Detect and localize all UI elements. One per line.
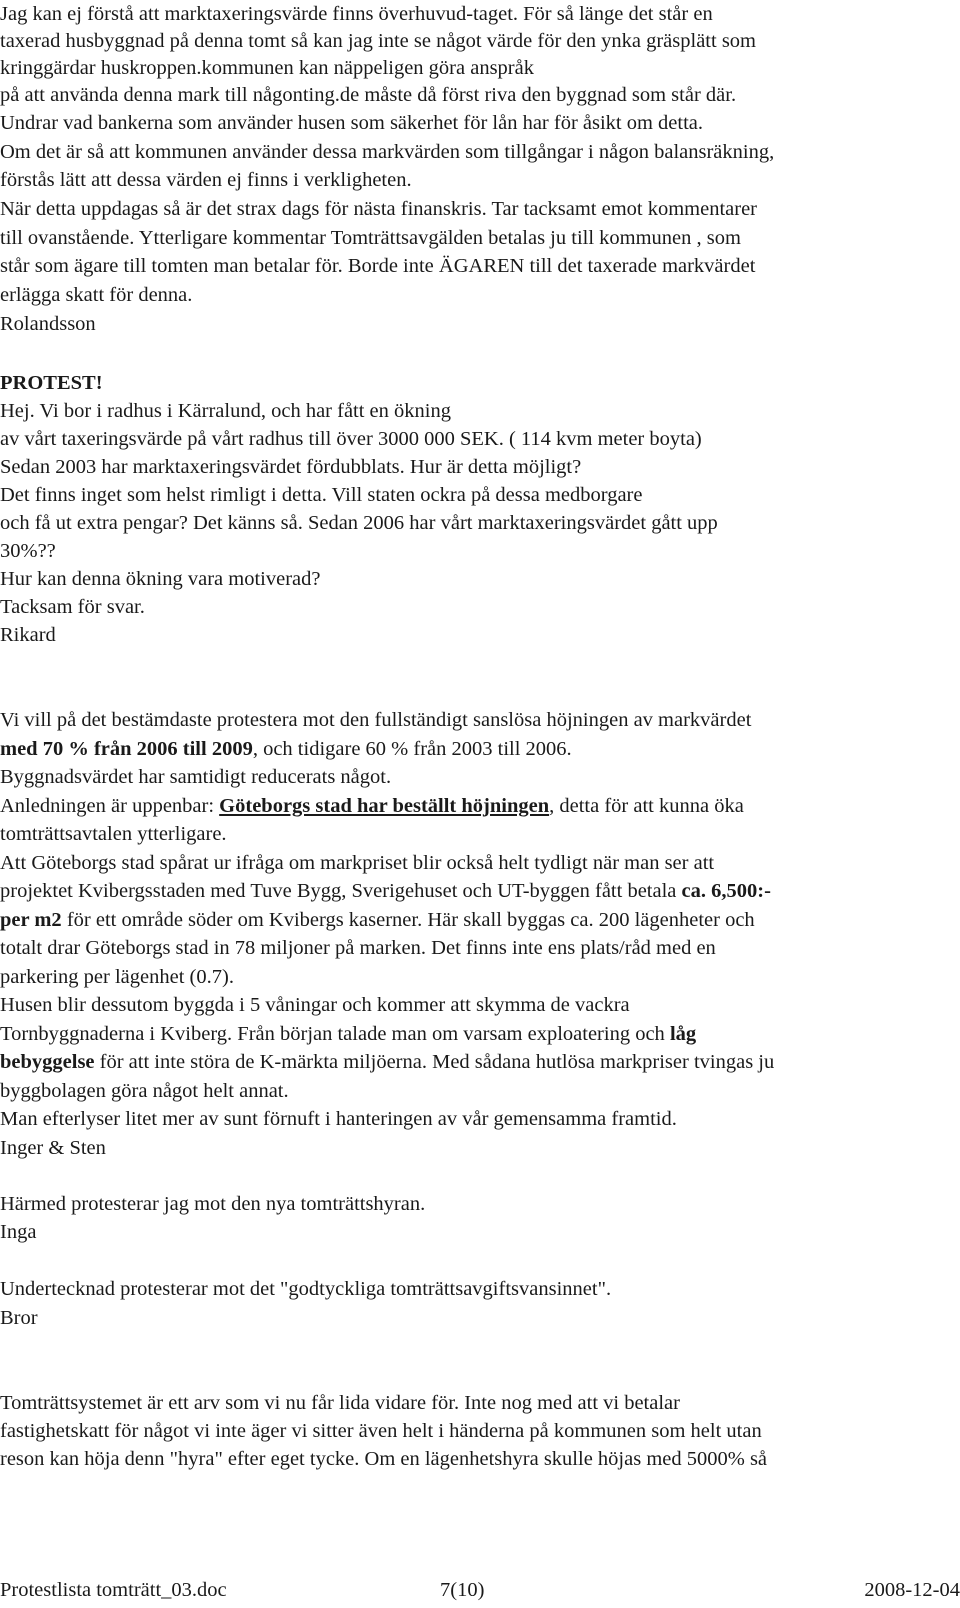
text-span: projektet Kvibergsstaden med Tuve Bygg, Sverigehuset och UT-byggen fått betala: [0, 880, 682, 902]
text-span: för att inte störa de K-märkta miljöerna. Med sådana hutlösa markpriser tvingas ju: [94, 1051, 775, 1073]
section2-line: 30%??: [0, 540, 56, 562]
signature: Bror: [0, 1307, 38, 1329]
section2-line: Tacksam för svar.: [0, 596, 145, 618]
footer-filename: Protestlista tomträtt_03.doc: [0, 1579, 227, 1601]
section1-line: förstås lätt att dessa värden ej finns i verkligheten.: [0, 169, 412, 191]
section1-line: till ovanstående. Ytterligare kommentar Tomträttsavgälden betalas ju till kommunen , som: [0, 227, 741, 249]
section2-line: och få ut extra pengar? Det känns så. Sedan 2006 har vårt marktaxeringsvärdet gått upp: [0, 512, 718, 534]
signature: Inga: [0, 1221, 37, 1243]
section2-line: Sedan 2003 har marktaxeringsvärdet fördubblats. Hur är detta möjligt?: [0, 456, 582, 478]
section1-line: står som ägare till tomten man betalar för. Borde inte ÄGAREN till det taxerade markvärdet: [0, 255, 756, 277]
section1-line: erlägga skatt för denna.: [0, 284, 193, 306]
section2-line: Det finns inget som helst rimligt i detta. Vill staten ockra på dessa medborgare: [0, 484, 643, 506]
section3-line: [0, 877, 771, 905]
section1-line: kringgärdar huskroppen.kommunen kan näppeligen göra anspråk: [0, 57, 534, 79]
section1-line: När detta uppdagas så är det strax dags för nästa finanskris. Tar tacksamt emot kommentarer: [0, 198, 757, 220]
footer-page-number: 7(10): [440, 1579, 485, 1601]
text-span: för ett område söder om Kvibergs kaserner. Här skall byggas ca. 200 lägenheter och: [61, 909, 755, 931]
section6-line: Tomträttsystemet är ett arv som vi nu får lida vidare för. Inte nog med att vi betalar: [0, 1392, 680, 1414]
text-span: , detta för att kunna öka: [549, 795, 744, 817]
underlined-emphasis: Göteborgs stad har beställt höjningen: [219, 795, 550, 817]
section3-line: Man efterlyser litet mer av sunt förnuft i hanteringen av vår gemensamma framtid.: [0, 1108, 677, 1130]
section3-line: parkering per lägenhet (0.7).: [0, 966, 234, 988]
emphasis-text: ca. 6,500:-: [681, 880, 771, 902]
section3-line: Att Göteborgs stad spårat ur ifråga om markpriset blir också helt tydligt när man ser att: [0, 852, 715, 874]
section3-line: totalt drar Göteborgs stad in 78 miljoner på marken. Det finns inte ens plats/råd med en: [0, 937, 716, 959]
section3-line: [0, 792, 744, 820]
page-footer: [0, 1576, 960, 1604]
section3-line: Vi vill på det bestämdaste protestera mot den fullständigt sanslösa höjningen av markvärdet: [0, 709, 752, 731]
section3-line: tomträttsavtalen ytterligare.: [0, 823, 227, 845]
text-span: Anledningen är uppenbar:: [0, 795, 220, 817]
section2-line: Hur kan denna ökning vara motiverad?: [0, 568, 321, 590]
emphasis-text: med 70 % från 2006 till 2009: [0, 738, 253, 760]
signature: Rikard: [0, 624, 56, 646]
section4-line: Härmed protesterar jag mot den nya tomträttshyran.: [0, 1193, 426, 1215]
section1-line: taxerad husbyggnad på denna tomt så kan jag inte se något värde för den ynka gräsplätt som: [0, 30, 756, 52]
signature: Inger & Sten: [0, 1137, 106, 1159]
section5-line: Undertecknad protesterar mot det "godtyckliga tomträttsavgiftsvansinnet".: [0, 1278, 612, 1300]
section1-line: på att använda denna mark till någonting.de måste då först riva den byggnad som står där.: [0, 84, 737, 106]
text-span: Tornbyggnaderna i Kviberg. Från början talade man om varsam exploatering och: [0, 1023, 670, 1045]
section-heading: PROTEST!: [0, 372, 103, 394]
emphasis-text: bebyggelse: [0, 1051, 95, 1073]
signature: Rolandsson: [0, 313, 96, 335]
section3-line: [0, 735, 572, 763]
section3-line: byggbolagen göra något helt annat.: [0, 1080, 289, 1102]
section3-line: [0, 1048, 774, 1076]
text-span: , och tidigare 60 % från 2003 till 2006.: [252, 738, 572, 760]
section6-line: fastighetskatt för något vi inte äger vi sitter även helt i händerna på kommunen som helt utan: [0, 1420, 762, 1442]
section2-line: Hej. Vi bor i radhus i Kärralund, och har fått en ökning: [0, 400, 451, 422]
section1-line: Jag kan ej förstå att marktaxeringsvärde finns överhuvud-taget. För så länge det står en: [0, 3, 713, 25]
section3-line: [0, 1020, 696, 1048]
section3-line: [0, 906, 755, 934]
emphasis-text: låg: [669, 1023, 697, 1045]
footer-date: 2008-12-04: [864, 1579, 960, 1601]
section1-line: Om det är så att kommunen använder dessa markvärden som tillgångar i någon balansräkning,: [0, 141, 775, 163]
section6-line: reson kan höja denn "hyra" efter eget tycke. Om en lägenhetshyra skulle höjas med 5000% så: [0, 1448, 768, 1470]
emphasis-text: per m2: [0, 909, 62, 931]
section2-line: av vårt taxeringsvärde på vårt radhus till över 3000 000 SEK. ( 114 kvm meter boyta): [0, 428, 702, 450]
section1-line: Undrar vad bankerna som använder husen som säkerhet för lån har för åsikt om detta.: [0, 112, 704, 134]
section3-line: Husen blir dessutom byggda i 5 våningar och kommer att skymma de vackra: [0, 994, 630, 1016]
section3-line: Byggnadsvärdet har samtidigt reducerats något.: [0, 766, 392, 788]
